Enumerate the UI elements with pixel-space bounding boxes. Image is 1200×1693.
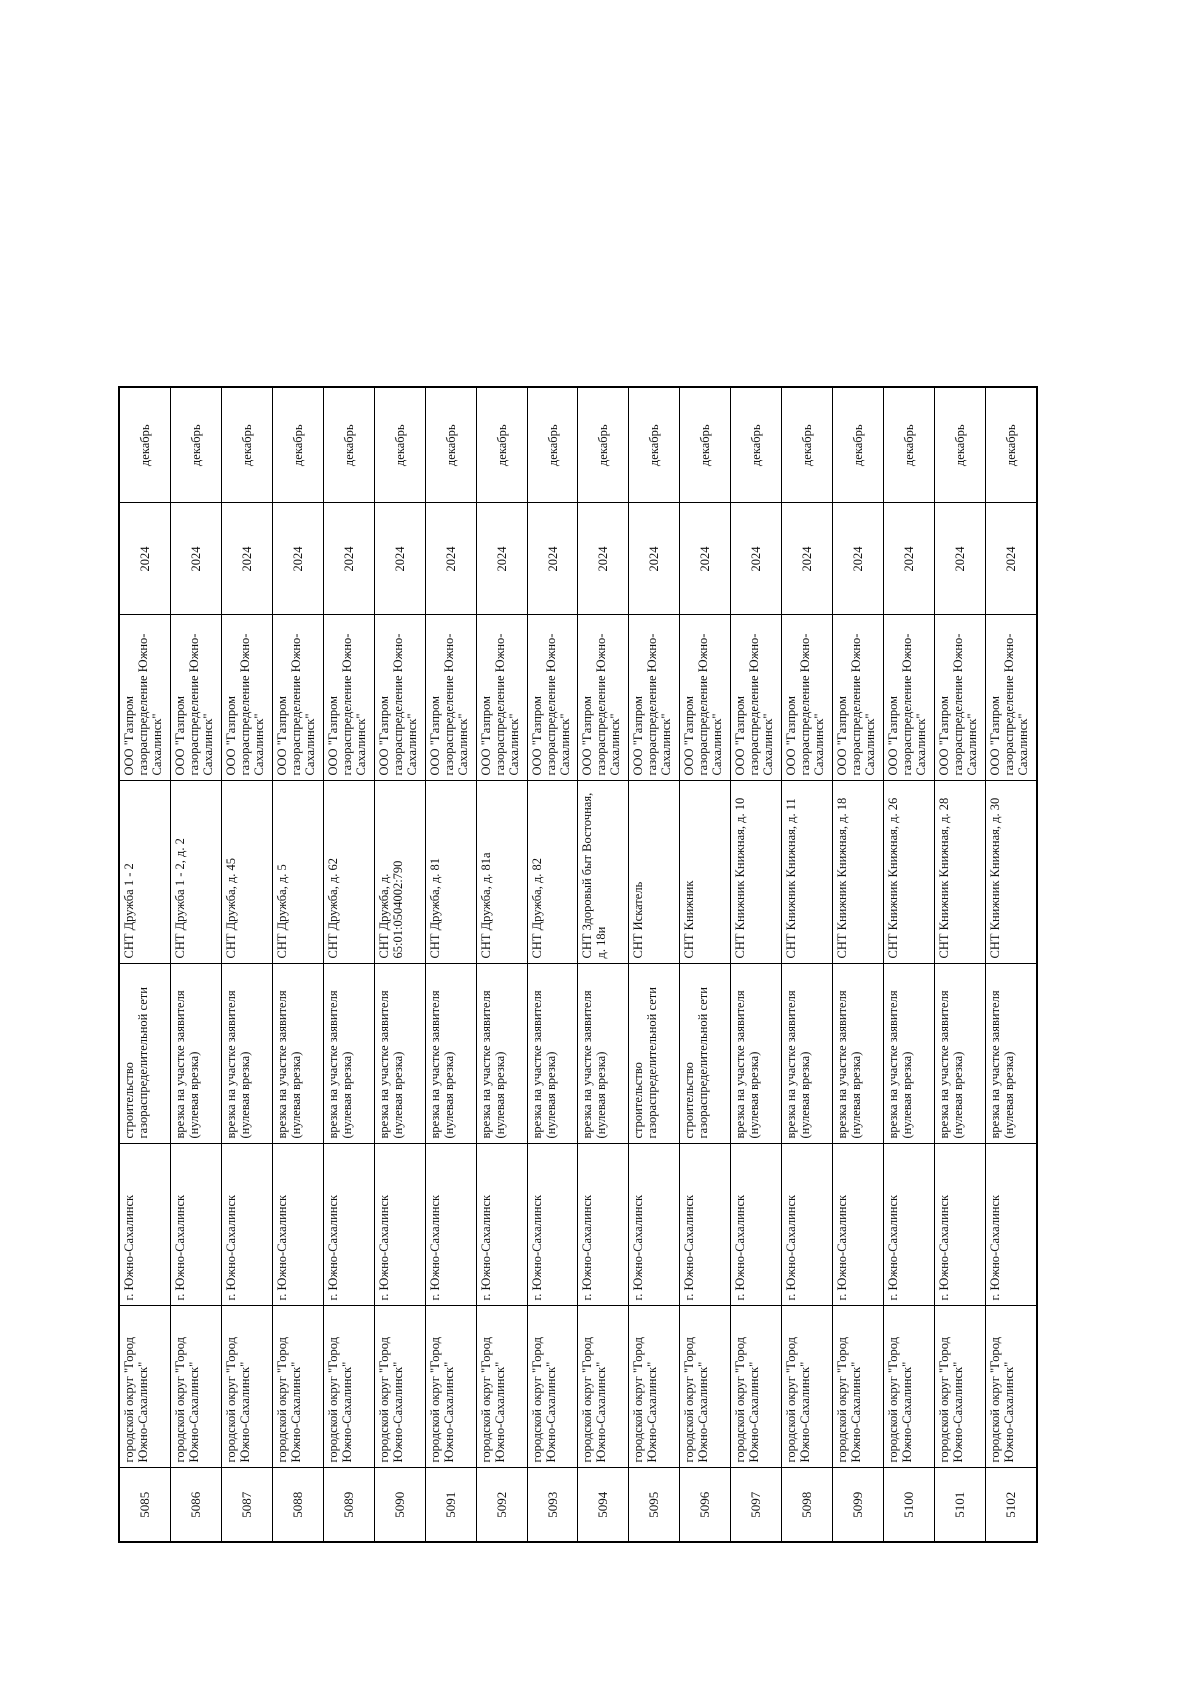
city-cell: г. Южно-Сахалинск — [985, 1144, 1037, 1306]
table-row — [985, 387, 1037, 1542]
row-number-cell: 5092 — [476, 1468, 527, 1542]
month-cell: декабрь — [833, 387, 884, 503]
address-cell: СНТ Книжник Книжная, д. 26 — [884, 781, 935, 964]
work-type-cell: врезка на участке заявителя (нулевая врезка) — [170, 964, 221, 1144]
municipality-cell: городской округ "Город Южно-Сахалинск" — [884, 1306, 935, 1468]
address-cell: СНТ Дружба, д. 45 — [221, 781, 272, 964]
address-cell: СНТ Дружба, д. 82 — [527, 781, 578, 964]
address-cell: СНТ Дружба, д. 65:01:0504002:790 — [374, 781, 425, 964]
row-number-cell: 5090 — [374, 1468, 425, 1542]
year-cell: 2024 — [221, 503, 272, 615]
organization-cell: ООО "Газпром газораспределение Южно-Сахалинск" — [731, 615, 782, 781]
city-cell: г. Южно-Сахалинск — [476, 1144, 527, 1306]
municipality-cell: городской округ "Город Южно-Сахалинск" — [527, 1306, 578, 1468]
row-number-cell: 5088 — [272, 1468, 323, 1542]
address-cell: СНТ Книжник Книжная, д. 18 — [833, 781, 884, 964]
organization-cell: ООО "Газпром газораспределение Южно-Сахалинск" — [323, 615, 374, 781]
month-cell: декабрь — [119, 387, 170, 503]
year-cell: 2024 — [170, 503, 221, 615]
row-number-cell: 5096 — [680, 1468, 731, 1542]
table-row — [782, 387, 833, 1542]
work-type-cell: врезка на участке заявителя (нулевая врезка) — [476, 964, 527, 1144]
address-cell: СНТ Книжник Книжная, д. 30 — [985, 781, 1037, 964]
row-number-cell: 5100 — [884, 1468, 935, 1542]
organization-cell: ООО "Газпром газораспределение Южно-Сахалинск" — [170, 615, 221, 781]
year-cell: 2024 — [731, 503, 782, 615]
organization-cell: ООО "Газпром газораспределение Южно-Сахалинск" — [272, 615, 323, 781]
address-cell: СНТ Дружба, д. 81 — [425, 781, 476, 964]
city-cell: г. Южно-Сахалинск — [833, 1144, 884, 1306]
month-cell: декабрь — [323, 387, 374, 503]
work-type-cell: врезка на участке заявителя (нулевая врезка) — [578, 964, 629, 1144]
address-cell: СНТ Дружба, д. 62 — [323, 781, 374, 964]
row-number-cell: 5086 — [170, 1468, 221, 1542]
address-cell: СНТ Книжник Книжная, д. 11 — [782, 781, 833, 964]
year-cell: 2024 — [374, 503, 425, 615]
address-cell: СНТ Здоровый быт Восточная, д. 18и — [578, 781, 629, 964]
city-cell: г. Южно-Сахалинск — [170, 1144, 221, 1306]
city-cell: г. Южно-Сахалинск — [578, 1144, 629, 1306]
year-cell: 2024 — [578, 503, 629, 615]
work-type-cell: врезка на участке заявителя (нулевая врезка) — [935, 964, 986, 1144]
city-cell: г. Южно-Сахалинск — [221, 1144, 272, 1306]
municipality-cell: городской округ "Город Южно-Сахалинск" — [985, 1306, 1037, 1468]
work-type-cell: врезка на участке заявителя (нулевая врезка) — [272, 964, 323, 1144]
organization-cell: ООО "Газпром газораспределение Южно-Сахалинск" — [374, 615, 425, 781]
organization-cell: ООО "Газпром газораспределение Южно-Сахалинск" — [425, 615, 476, 781]
work-type-cell: строительство газораспределительной сети — [629, 964, 680, 1144]
year-cell: 2024 — [527, 503, 578, 615]
month-cell: декабрь — [476, 387, 527, 503]
municipality-cell: городской округ "Город Южно-Сахалинск" — [731, 1306, 782, 1468]
work-type-cell: врезка на участке заявителя (нулевая врезка) — [884, 964, 935, 1144]
year-cell: 2024 — [935, 503, 986, 615]
table-row — [221, 387, 272, 1542]
table-row — [527, 387, 578, 1542]
address-cell: СНТ Искатель — [629, 781, 680, 964]
city-cell: г. Южно-Сахалинск — [884, 1144, 935, 1306]
organization-cell: ООО "Газпром газораспределение Южно-Сахалинск" — [884, 615, 935, 781]
organization-cell: ООО "Газпром газораспределение Южно-Сахалинск" — [119, 615, 170, 781]
year-cell: 2024 — [476, 503, 527, 615]
table-row — [731, 387, 782, 1542]
municipality-cell: городской округ "Город Южно-Сахалинск" — [629, 1306, 680, 1468]
year-cell: 2024 — [680, 503, 731, 615]
address-cell: СНТ Дружба 1 - 2 — [119, 781, 170, 964]
city-cell: г. Южно-Сахалинск — [323, 1144, 374, 1306]
address-cell: СНТ Дружба, д. 5 — [272, 781, 323, 964]
month-cell: декабрь — [578, 387, 629, 503]
table-row — [170, 387, 221, 1542]
table-row — [884, 387, 935, 1542]
table-row — [833, 387, 884, 1542]
table-row — [374, 387, 425, 1542]
row-number-cell: 5089 — [323, 1468, 374, 1542]
work-type-cell: врезка на участке заявителя (нулевая врезка) — [833, 964, 884, 1144]
city-cell: г. Южно-Сахалинск — [374, 1144, 425, 1306]
organization-cell: ООО "Газпром газораспределение Южно-Сахалинск" — [985, 615, 1037, 781]
year-cell: 2024 — [782, 503, 833, 615]
row-number-cell: 5099 — [833, 1468, 884, 1542]
municipality-cell: городской округ "Город Южно-Сахалинск" — [170, 1306, 221, 1468]
address-cell: СНТ Дружба, д. 81а — [476, 781, 527, 964]
work-type-cell: строительство газораспределительной сети — [680, 964, 731, 1144]
municipality-cell: городской округ "Город Южно-Сахалинск" — [680, 1306, 731, 1468]
gas-connection-schedule-table — [118, 386, 1038, 1543]
city-cell: г. Южно-Сахалинск — [731, 1144, 782, 1306]
work-type-cell: врезка на участке заявителя (нулевая врезка) — [731, 964, 782, 1144]
organization-cell: ООО "Газпром газораспределение Южно-Сахалинск" — [680, 615, 731, 781]
row-number-cell: 5098 — [782, 1468, 833, 1542]
organization-cell: ООО "Газпром газораспределение Южно-Сахалинск" — [629, 615, 680, 781]
municipality-cell: городской округ "Город Южно-Сахалинск" — [833, 1306, 884, 1468]
year-cell: 2024 — [425, 503, 476, 615]
work-type-cell: врезка на участке заявителя (нулевая врезка) — [782, 964, 833, 1144]
work-type-cell: врезка на участке заявителя (нулевая врезка) — [221, 964, 272, 1144]
municipality-cell: городской округ "Город Южно-Сахалинск" — [221, 1306, 272, 1468]
city-cell: г. Южно-Сахалинск — [935, 1144, 986, 1306]
organization-cell: ООО "Газпром газораспределение Южно-Сахалинск" — [578, 615, 629, 781]
work-type-cell: врезка на участке заявителя (нулевая врезка) — [527, 964, 578, 1144]
city-cell: г. Южно-Сахалинск — [272, 1144, 323, 1306]
work-type-cell: врезка на участке заявителя (нулевая врезка) — [374, 964, 425, 1144]
row-number-cell: 5087 — [221, 1468, 272, 1542]
month-cell: декабрь — [731, 387, 782, 503]
municipality-cell: городской округ "Город Южно-Сахалинск" — [272, 1306, 323, 1468]
city-cell: г. Южно-Сахалинск — [425, 1144, 476, 1306]
municipality-cell: городской округ "Город Южно-Сахалинск" — [119, 1306, 170, 1468]
address-cell: СНТ Книжник Книжная, д. 10 — [731, 781, 782, 964]
row-number-cell: 5093 — [527, 1468, 578, 1542]
organization-cell: ООО "Газпром газораспределение Южно-Сахалинск" — [782, 615, 833, 781]
month-cell: декабрь — [884, 387, 935, 503]
municipality-cell: городской округ "Город Южно-Сахалинск" — [476, 1306, 527, 1468]
municipality-cell: городской округ "Город Южно-Сахалинск" — [935, 1306, 986, 1468]
work-type-cell: строительство газораспределительной сети — [119, 964, 170, 1144]
row-number-cell: 5094 — [578, 1468, 629, 1542]
row-number-cell: 5101 — [935, 1468, 986, 1542]
table-row — [629, 387, 680, 1542]
organization-cell: ООО "Газпром газораспределение Южно-Сахалинск" — [476, 615, 527, 781]
table-row — [272, 387, 323, 1542]
year-cell: 2024 — [629, 503, 680, 615]
table-row — [119, 387, 170, 1542]
month-cell: декабрь — [425, 387, 476, 503]
month-cell: декабрь — [782, 387, 833, 503]
row-number-cell: 5091 — [425, 1468, 476, 1542]
table-row — [425, 387, 476, 1542]
city-cell: г. Южно-Сахалинск — [680, 1144, 731, 1306]
municipality-cell: городской округ "Город Южно-Сахалинск" — [425, 1306, 476, 1468]
city-cell: г. Южно-Сахалинск — [629, 1144, 680, 1306]
row-number-cell: 5095 — [629, 1468, 680, 1542]
work-type-cell: врезка на участке заявителя (нулевая врезка) — [425, 964, 476, 1144]
organization-cell: ООО "Газпром газораспределение Южно-Сахалинск" — [527, 615, 578, 781]
city-cell: г. Южно-Сахалинск — [782, 1144, 833, 1306]
year-cell: 2024 — [323, 503, 374, 615]
table-row — [578, 387, 629, 1542]
table-row — [323, 387, 374, 1542]
year-cell: 2024 — [985, 503, 1037, 615]
address-cell: СНТ Книжник Книжная, д. 28 — [935, 781, 986, 964]
municipality-cell: городской округ "Город Южно-Сахалинск" — [323, 1306, 374, 1468]
table-row — [935, 387, 986, 1542]
month-cell: декабрь — [629, 387, 680, 503]
address-cell: СНТ Книжник — [680, 781, 731, 964]
year-cell: 2024 — [119, 503, 170, 615]
table-body — [119, 387, 1037, 1542]
municipality-cell: городской округ "Город Южно-Сахалинск" — [578, 1306, 629, 1468]
month-cell: декабрь — [985, 387, 1037, 503]
year-cell: 2024 — [884, 503, 935, 615]
month-cell: декабрь — [527, 387, 578, 503]
city-cell: г. Южно-Сахалинск — [527, 1144, 578, 1306]
work-type-cell: врезка на участке заявителя (нулевая врезка) — [323, 964, 374, 1144]
table-row — [680, 387, 731, 1542]
table-row — [476, 387, 527, 1542]
organization-cell: ООО "Газпром газораспределение Южно-Сахалинск" — [833, 615, 884, 781]
month-cell: декабрь — [221, 387, 272, 503]
month-cell: декабрь — [374, 387, 425, 503]
month-cell: декабрь — [272, 387, 323, 503]
month-cell: декабрь — [935, 387, 986, 503]
work-type-cell: врезка на участке заявителя (нулевая врезка) — [985, 964, 1037, 1144]
rotated-table-container — [118, 388, 1038, 1543]
year-cell: 2024 — [272, 503, 323, 615]
municipality-cell: городской округ "Город Южно-Сахалинск" — [782, 1306, 833, 1468]
row-number-cell: 5102 — [985, 1468, 1037, 1542]
organization-cell: ООО "Газпром газораспределение Южно-Сахалинск" — [935, 615, 986, 781]
city-cell: г. Южно-Сахалинск — [119, 1144, 170, 1306]
row-number-cell: 5097 — [731, 1468, 782, 1542]
address-cell: СНТ Дружба 1 - 2, д. 2 — [170, 781, 221, 964]
month-cell: декабрь — [680, 387, 731, 503]
organization-cell: ООО "Газпром газораспределение Южно-Сахалинск" — [221, 615, 272, 781]
month-cell: декабрь — [170, 387, 221, 503]
municipality-cell: городской округ "Город Южно-Сахалинск" — [374, 1306, 425, 1468]
year-cell: 2024 — [833, 503, 884, 615]
row-number-cell: 5085 — [119, 1468, 170, 1542]
